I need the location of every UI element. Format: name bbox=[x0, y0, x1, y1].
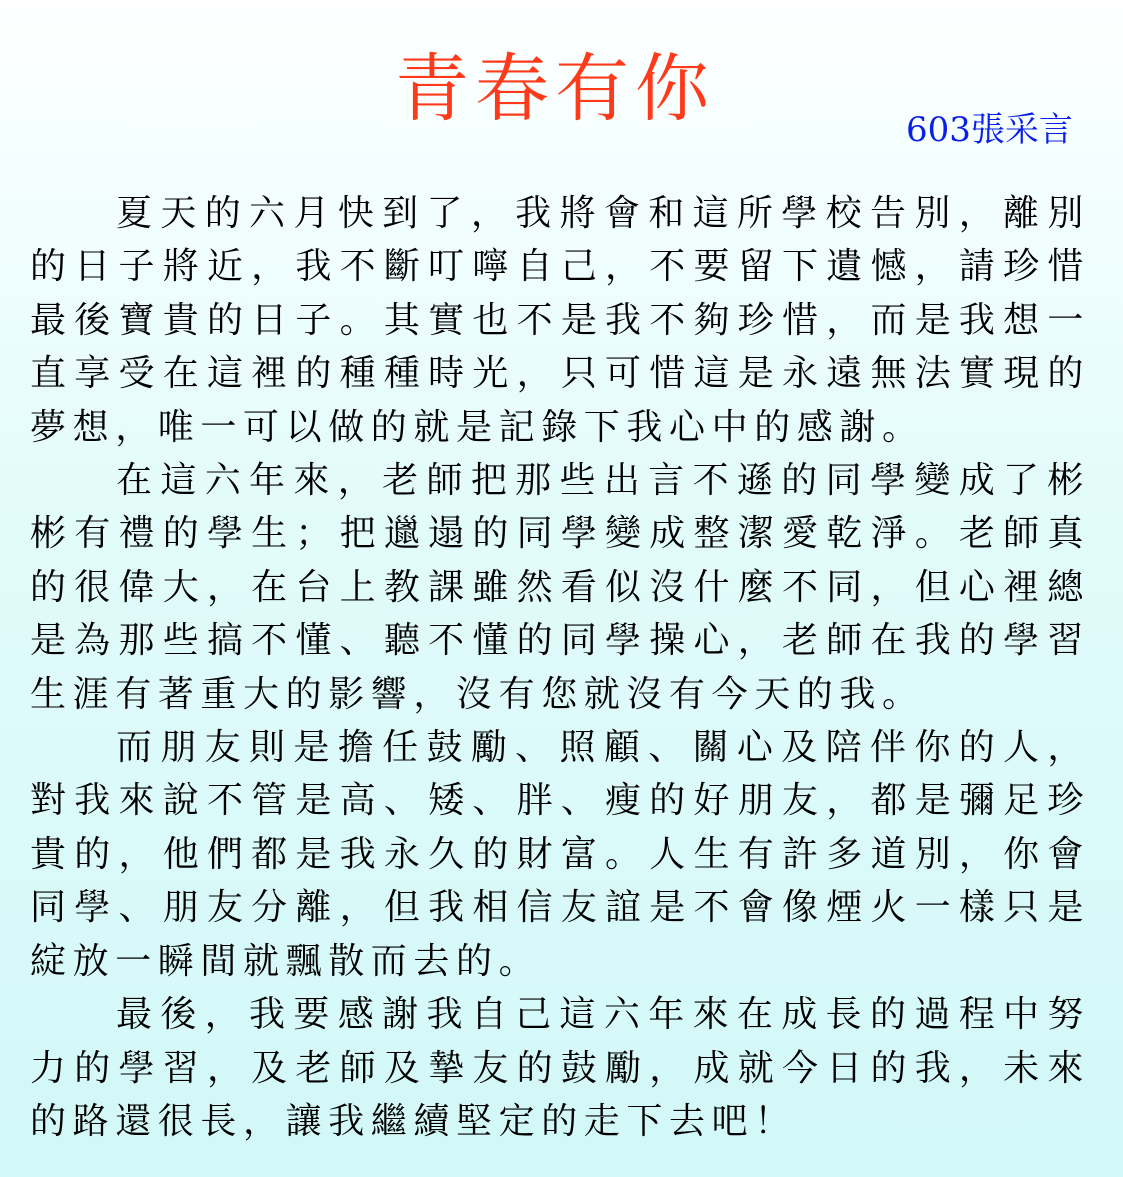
paragraph-1: 夏天的六月快到了，我將會和這所學校告別，離別的日子將近，我不斷叮嚀自己，不要留下遺憾，請珍惜最後寶貴的日子。其實也不是我不夠珍惜，而是我想一直享受在這裡的種種時光，只可惜這是永遠無法實現的夢想，唯一可以做的就是記錄下我心中的感謝。 bbox=[30, 193, 1090, 448]
paragraph-4: 最後，我要感謝我自己這六年來在成長的過程中努力的學習，及老師及摯友的鼓勵，成就今日的我，未來的路還很長，讓我繼續堅定的走下去吧！ bbox=[30, 994, 1090, 1142]
author-label: 603張采言 bbox=[906, 110, 1073, 150]
paragraph-3: 而朋友則是擔任鼓勵、照顧、關心及陪伴你的人，對我來說不管是高、矮、胖、瘦的好朋友，都是彌足珍貴的，他們都是我永久的財富。人生有許多道別，你會同學、朋友分離，但我相信友誼是不會像煙火一樣只是綻放一瞬間就飄散而去的。 bbox=[30, 727, 1090, 982]
essay-title: 青春有你 bbox=[395, 46, 715, 132]
paragraph-2: 在這六年來，老師把那些出言不遜的同學變成了彬彬有禮的學生；把邋遢的同學變成整潔愛乾淨。老師真的很偉大，在台上教課雖然看似沒什麼不同，但心裡總是為那些搞不懂、聽不懂的同學操心，老師在我的學習生涯有著重大的影響，沒有您就沒有今天的我。 bbox=[30, 460, 1090, 715]
essay-body bbox=[30, 187, 1090, 1148]
